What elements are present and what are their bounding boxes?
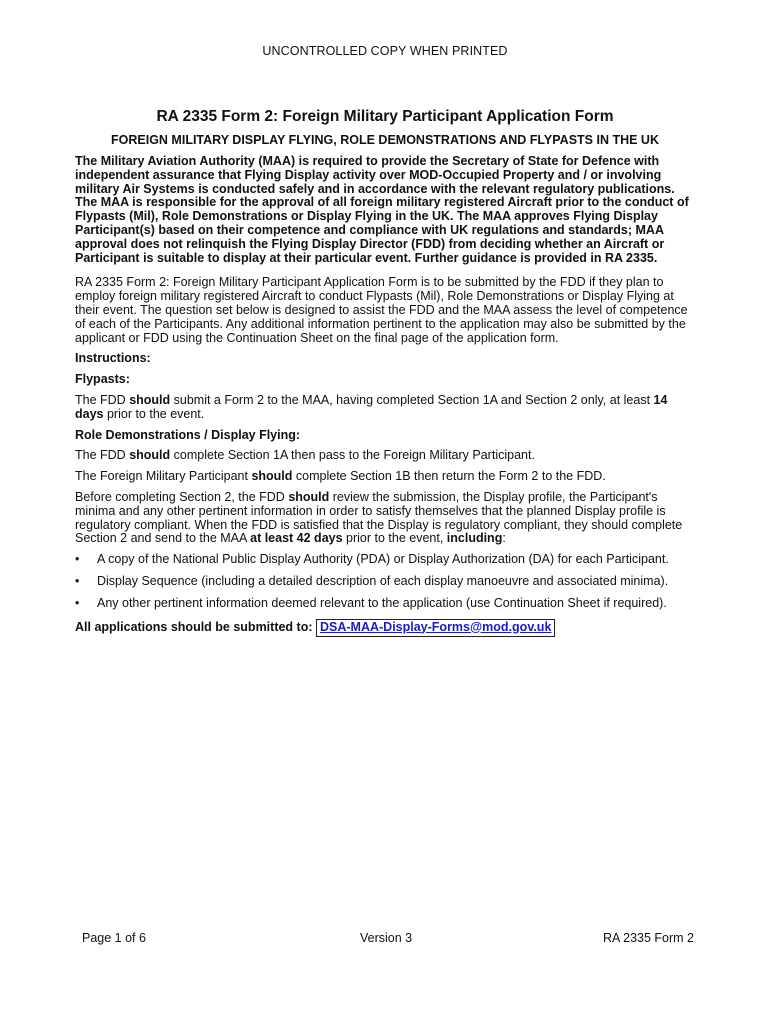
flypasts-paragraph: The FDD should submit a Form 2 to the MAA, having completed Section 1A and Section 2 only, at least 14 days prior to the event. [75,392,668,421]
submission-label: All applications should be submitted to: [75,619,316,634]
role-demonstrations-heading: Role Demonstrations / Display Flying: [75,427,301,442]
document-body [75,155,695,637]
uncontrolled-copy-header: UNCONTROLLED COPY WHEN PRINTED [262,44,508,58]
list-item: • Any other pertinent information deemed relevant to the application (use Continuation Sheet if required). [75,595,667,610]
list-item: • Display Sequence (including a detailed description of each display manoeuvre and associated minima). [75,573,669,588]
flypasts-heading: Flypasts: [75,372,130,387]
bullet-icon: • [75,552,80,567]
instructions-heading: Instructions: [75,351,151,366]
form-reference: RA 2335 Form 2 [602,931,694,945]
page-footer [82,931,694,947]
page-number: Page 1 of 6 [82,931,146,945]
role-demo-paragraph-1: The FDD should complete Section 1A then pass to the Foreign Military Participant. [75,448,535,463]
bullet-icon: • [75,573,80,588]
version-label: Version 3 [360,931,413,945]
bullet-icon: • [75,595,80,610]
intro-bold-paragraph: The Military Aviation Authority (MAA) is required to provide the Secretary of State for Defence with independent assurance that Flying Display activity over MOD-Occupied Property and / or involving military Air Systems is conducted safely and in accordance with the relevant regulatory publications. The MAA is responsible for the approval of all foreign military registered Aircraft prior to the conduct of Flypasts (Mil), Role Demonstrations or Display Flying in the UK. The MAA approves Flying Display Participant(s) based on their competence and compliance with UK regulations and standards; MAA approval does not relinquish the Flying Display Director (FDD) from deciding whether an Aircraft or Participant is suitable to display at their particular event. Further guidance is provided in RA 2335. [75,154,689,265]
page-title: RA 2335 Form 2: Foreign Military Participant Application Form [156,108,614,125]
submission-line [75,619,695,638]
submission-email-link[interactable]: DSA-MAA-Display-Forms@mod.gov.uk [316,619,555,638]
role-demo-paragraph-3: Before completing Section 2, the FDD should review the submission, the Display profile, the Participant's minima and any other pertinent information in order to satisfy themselves that the planned Display profile is regulatory compliant. When the FDD is satisfied that the Display is regulatory compliant, they should complete Section 2 and send to the MAA at least 42 days prior to the event, including: [75,489,683,546]
intro-paragraph: RA 2335 Form 2: Foreign Military Participant Application Form is to be submitted by the FDD if they plan to employ foreign military registered Aircraft to conduct Flypasts (Mil), Role Demonstrations or Display Flying at their event. The question set below is designed to assist the FDD and the MAA assess the level of competence of each of the Participants. Any additional information pertinent to the application may also be submitted by the applicant or FDD using the Continuation Sheet on the final page of the application form. [75,275,688,345]
role-demo-paragraph-2: The Foreign Military Participant should complete Section 1B then return the Form 2 to the FDD. [75,469,606,484]
list-item: • A copy of the National Public Display Authority (PDA) or Display Authorization (DA) for each Participant. [75,552,669,567]
page-subtitle: FOREIGN MILITARY DISPLAY FLYING, ROLE DEMONSTRATIONS AND FLYPASTS IN THE UK [111,133,659,147]
requirements-list [75,553,695,610]
